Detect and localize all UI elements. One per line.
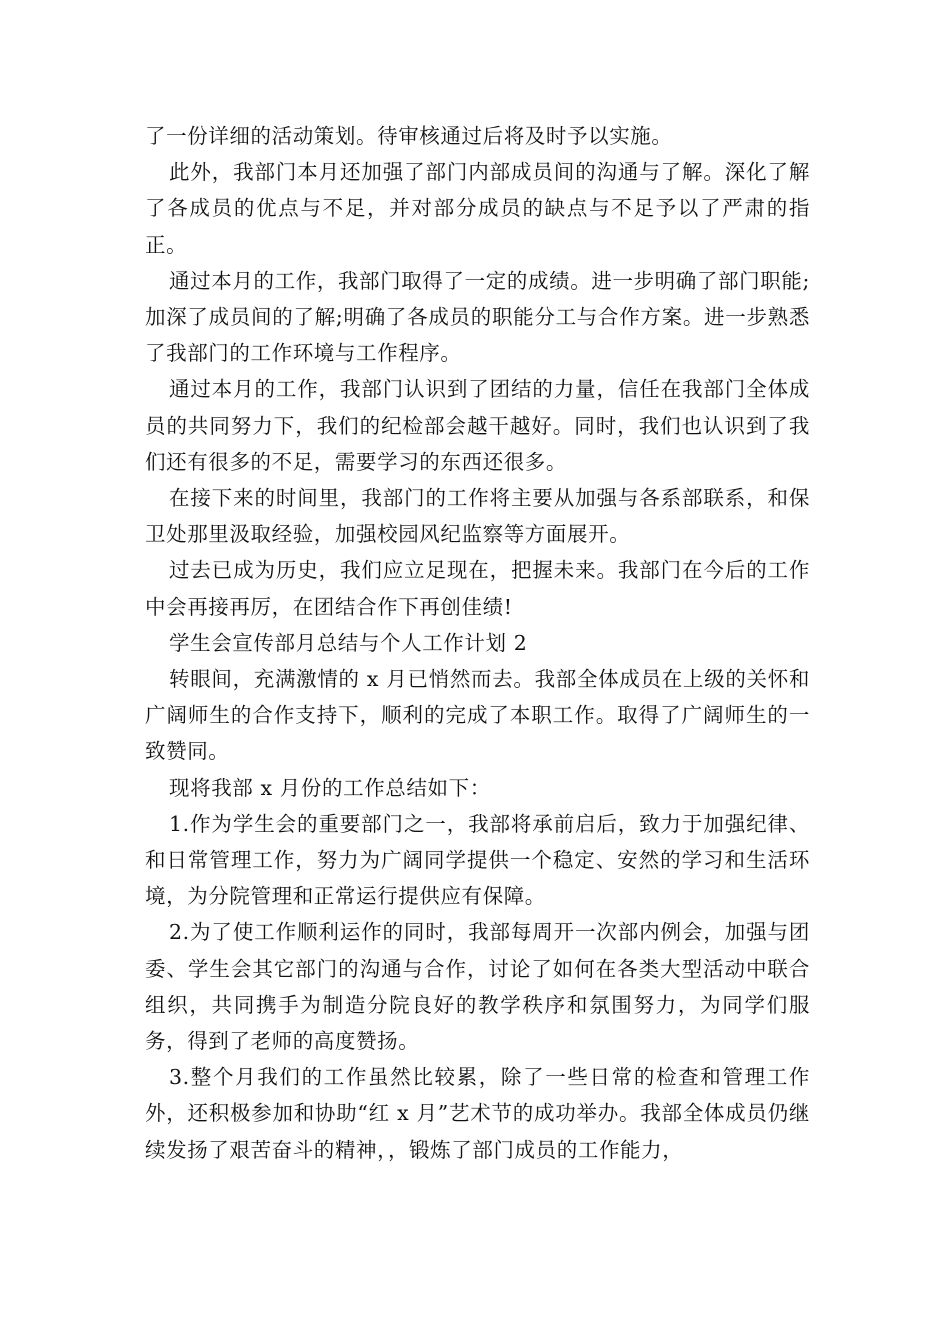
paragraph-10: 1.作为学生会的重要部门之一，我部将承前启后，致力于加强纪律、和日常管理工作，努力为广阔同学提供一个稳定、安然的学习和生活环境，为分院管理和正常运行提供应有保障。 (145, 811, 810, 909)
section-heading: 学生会宣传部月总结与个人工作计划 2 (169, 630, 528, 655)
paragraph-8: 转眼间，充满激情的 x 月已悄然而去。我部全体成员在上级的关怀和广阔师生的合作支持下，顺利的完成了本职工作。取得了广阔师生的一致赞同。 (145, 667, 810, 764)
paragraph-4: 通过本月的工作，我部门认识到了团结的力量，信任在我部门全体成员的共同努力下，我们的纪检部会越干越好。同时，我们也认识到了我们还有很多的不足，需要学习的东西还很多。 (145, 377, 810, 474)
paragraph-2: 此外，我部门本月还加强了部门内部成员间的沟通与了解。深化了解了各成员的优点与不足，并对部分成员的缺点与不足予以了严肃的指正。 (145, 160, 810, 257)
paragraph-6: 过去已成为历史，我们应立足现在，把握未来。我部门在今后的工作中会再接再厉，在团结合作下再创佳绩! (145, 558, 810, 619)
paragraph-9: 现将我部 x 月份的工作总结如下： (169, 775, 491, 800)
paragraph-5: 在接下来的时间里，我部门的工作将主要从加强与各系部联系，和保卫处那里汲取经验，加强校园风纪监察等方面展开。 (145, 486, 810, 547)
paragraph-12: 3.整个月我们的工作虽然比较累，除了一些日常的检查和管理工作外，还积极参加和协助“红 x 月”艺术节的成功举办。我部全体成员仍继续发扬了艰苦奋斗的精神，，锻炼了部门成员的工作能力， (145, 1065, 810, 1162)
document-body (145, 118, 810, 1168)
paragraph-3: 通过本月的工作，我部门取得了一定的成绩。进一步明确了部门职能;加深了成员间的了解;明确了各成员的职能分工与合作方案。进一步熟悉了我部门的工作环境与工作程序。 (145, 268, 810, 366)
paragraph-1: 了一份详细的活动策划。待审核通过后将及时予以实施。 (145, 124, 673, 148)
paragraph-11: 2.为了使工作顺利运作的同时，我部每周开一次部内例会，加强与团委、学生会其它部门的沟通与合作，讨论了如何在各类大型活动中联合组织，共同携手为制造分院良好的教学秩序和氛围努力，为同学们服务，得到了老师的高度赞扬。 (145, 920, 810, 1054)
